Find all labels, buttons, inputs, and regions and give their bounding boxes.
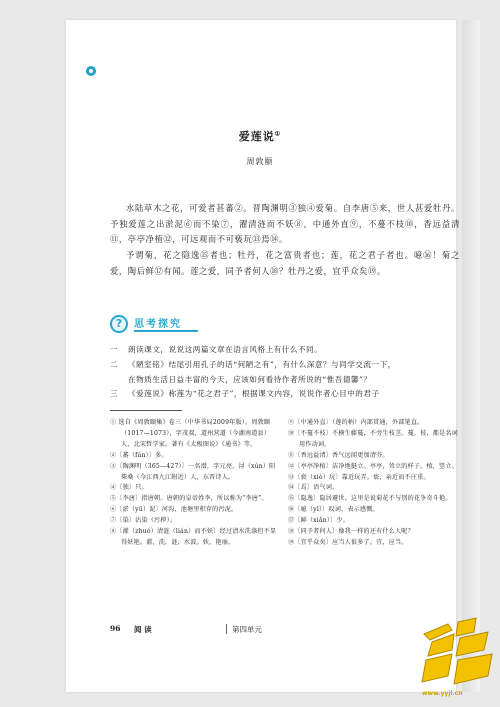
question-text-continued: 在物质生活日益丰富的今天，应该如何看待作者所说的“惟吾德馨”？ <box>128 375 372 384</box>
question-item <box>110 386 460 401</box>
question-number: 三 <box>110 389 119 398</box>
footer-divider <box>226 624 227 634</box>
title-footnote-mark: ① <box>274 130 282 138</box>
footnote: ⑥〔淤（yū）泥〕河沟、池塘里积存的污泥。 <box>110 506 238 514</box>
footnote: ⑬〔亵（xiè）玩〕靠近玩弄。亵，亲近而不庄重。 <box>288 473 430 481</box>
article-title <box>180 128 340 144</box>
footnote: ②〔蕃（fán）〕多。 <box>110 451 168 459</box>
footnote: ③〔陶渊明（365—427）〕一名潜，字元亮，浔（xún）阳柴桑（今江西九江附近）人，东晋诗人。 <box>110 462 276 481</box>
footnote: ① 选自《周敦颐集》卷三（中华书局2009年版）。周敦颐（1017—1073），字茂叔，道州营道（今湖南道县）人，北宋哲学家。著有《太极图说》《通书》等。 <box>110 419 271 448</box>
paragraph-2: 予谓菊，花之隐逸⑮者也；牡丹，花之富贵者也；莲，花之君子者也。噫⑯！菊之爱，陶后鲜⑰有闻。莲之爱，同予者何人⑱？牡丹之爱，宜乎众矣⑲。 <box>110 250 460 276</box>
footnote: ⑩〔不蔓不枝〕不横生藤蔓，不旁生枝茎。蔓，枝，都是名词用作动词。 <box>288 429 458 448</box>
question-number: 二 <box>110 360 119 369</box>
question-item <box>110 357 460 387</box>
page-footer <box>110 624 330 638</box>
watermark-url: www.yyjl.cn <box>422 690 463 697</box>
article-author: 周敦颐 <box>246 157 274 166</box>
watermark-logo-graphic <box>418 616 496 690</box>
footnote: ⑧〔濯（zhuó）清涟（lián）而不妖〕经过清水洗涤但不显得妖艳。濯，洗。涟，水波。妖，艳丽。 <box>110 528 277 546</box>
section-title: 思考探究 <box>134 319 182 330</box>
footnotes-right <box>288 418 463 549</box>
footnote: ⑦〔染〕沾染（污秽）。 <box>110 517 177 525</box>
page-number: 96 <box>110 624 121 633</box>
footnote: ⑪〔香远益清〕香气远闻更加清芬。 <box>288 451 389 459</box>
footnote: ⑯〔噫（yī）〕叹词，表示感慨。 <box>288 506 379 514</box>
footnote: ⑭〔焉〕语气词。 <box>288 484 339 492</box>
footnote: ④〔独〕只。 <box>110 484 148 492</box>
footnote-divider <box>110 410 182 411</box>
footnote: ⑮〔隐逸〕隐居避世。这里是说菊花不与别的花争奇斗艳。 <box>288 495 452 503</box>
question-item <box>110 342 460 357</box>
chapter-marker-icon <box>86 66 96 76</box>
title-text: 爱莲说 <box>238 130 275 143</box>
footnote: ⑰〔鲜（xiǎn）〕少。 <box>288 517 350 525</box>
footnote: ⑲〔宜乎众矣〕应当人很多了。宜，应当。 <box>288 538 408 546</box>
footer-unit-label: 第四单元 <box>232 625 262 634</box>
paragraph-1: 水陆草木之花，可爱者甚蕃②。晋陶渊明③独④爱菊。自李唐⑤来，世人甚爱牡丹。予独爱莲之出淤泥⑥而不染⑦，濯清涟而不妖⑧，中通外直⑨，不蔓不枝⑩，香远益清⑪，亭亭净植⑫，可远观而不可亵玩⑬焉⑭。 <box>110 203 460 245</box>
footnote: ⑤〔李唐〕指唐朝。唐朝的皇帝姓李，所以称为“李唐”。 <box>110 495 268 503</box>
question-text: 《陋室铭》结尾引用孔子的话“何陋之有”，有什么深意？与同学交流一下， <box>128 360 396 369</box>
question-number: 一 <box>110 345 119 354</box>
footnotes-left <box>110 418 280 549</box>
footnote: ⑫〔亭亭净植〕洁净地挺立。亭亭，耸立的样子。植，竖立。 <box>288 462 458 470</box>
question-text: 朗读课文，说说这两篇文章在语言风格上有什么不同。 <box>128 345 323 354</box>
question-text: 《爱莲说》称莲为“花之君子”，根据课文内容，说说作者心目中的君子 <box>128 389 380 398</box>
page-edge <box>462 20 480 692</box>
footnote: ⑱〔同予者何人〕像我一样的还有什么人呢？ <box>288 528 414 536</box>
footer-section-label: 阅 读 <box>134 625 152 634</box>
footnote: ⑨〔中通外直〕（莲的柄）内部贯通，外部笔直。 <box>288 419 424 426</box>
watermark-logo <box>418 616 496 702</box>
section-underline <box>134 330 198 332</box>
section-header <box>110 313 230 335</box>
question-mark-icon: ? <box>110 315 128 333</box>
